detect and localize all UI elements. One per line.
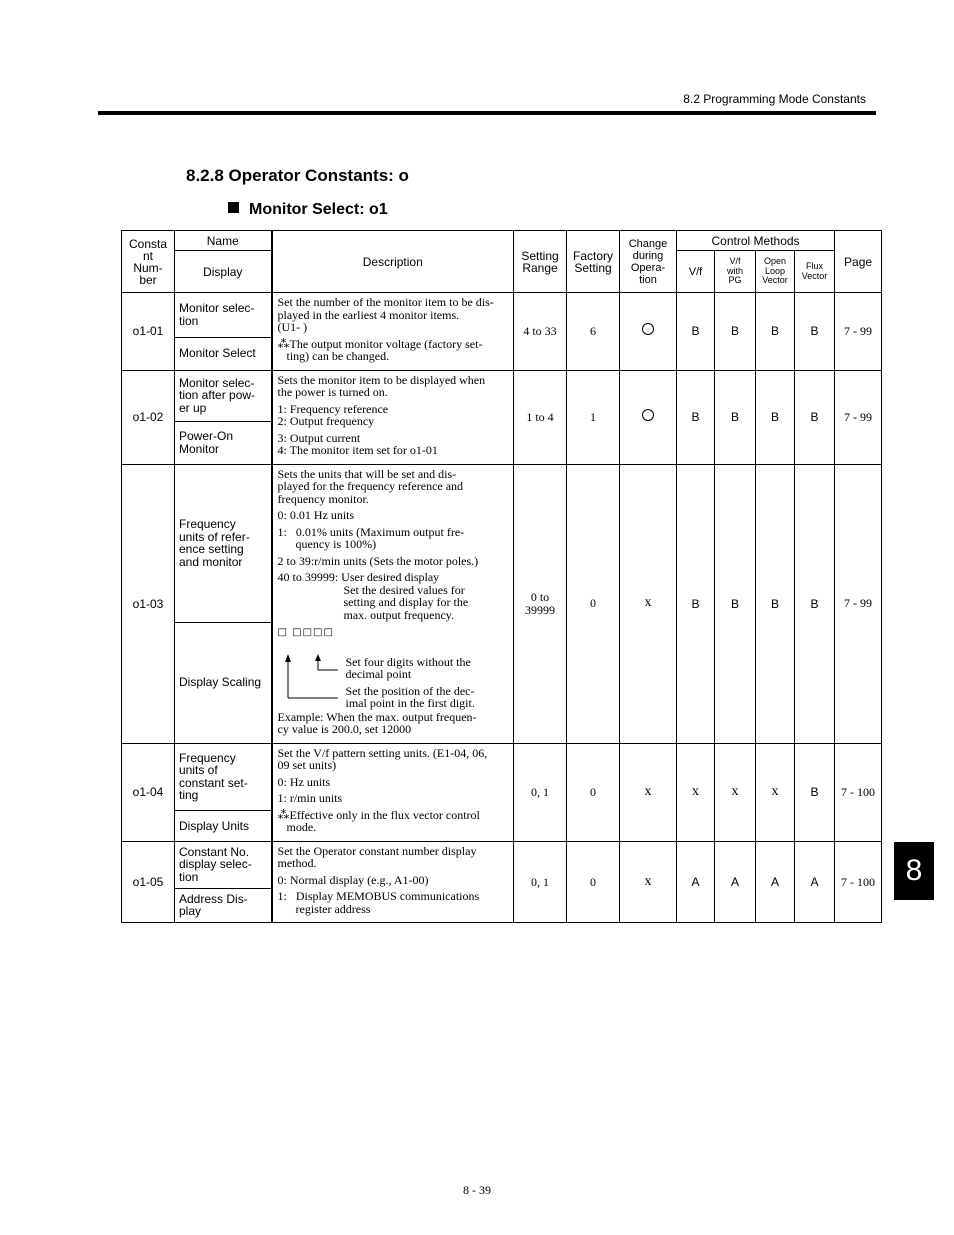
factory-setting: 0 <box>567 841 620 923</box>
digit-note-four-digits: Set four digits without the decimal point <box>345 654 471 681</box>
change-during-operation: x <box>620 743 677 841</box>
header-constant-number: Consta nt Num- ber <box>122 231 175 293</box>
control-flux-vector: B <box>795 464 835 743</box>
constant-description <box>272 464 514 743</box>
constant-name: Frequency units of refer- ence setting and monitor <box>175 464 272 622</box>
description-text: Set the Operator constant number display method. <box>277 843 477 870</box>
factory-setting: 1 <box>567 370 620 464</box>
subsection-title-text: Monitor Select: o1 <box>249 201 388 218</box>
constant-name: Constant No. display selec- tion <box>175 841 272 888</box>
page-ref: 7 - 99 <box>835 293 882 371</box>
header-setting-range: Setting Range <box>514 231 567 293</box>
constant-number: o1-05 <box>122 841 175 923</box>
constant-description <box>272 743 514 841</box>
control-vf: B <box>677 293 715 371</box>
change-during-operation <box>620 293 677 371</box>
constants-table <box>121 230 882 923</box>
header-display: Display <box>175 251 272 293</box>
control-flux-vector: B <box>795 293 835 371</box>
constant-number: o1-01 <box>122 293 175 371</box>
change-during-operation <box>620 370 677 464</box>
setting-range: 4 to 33 <box>514 293 567 371</box>
constant-name: Frequency units of constant set- ting <box>175 743 272 811</box>
setting-range: 0 to 39999 <box>514 464 567 743</box>
page-ref: 7 - 100 <box>835 841 882 923</box>
control-vf: B <box>677 464 715 743</box>
description-option-detail: Set the desired values for setting and display for the max. output frequency. <box>343 582 469 622</box>
description-note: ⁂Effective only in the flux vector control mode. <box>277 807 480 834</box>
header-name: Name <box>175 231 272 251</box>
control-vf: x <box>677 743 715 841</box>
description-note: ⁂The output monitor voltage (factory set- ting) can be changed. <box>277 336 483 363</box>
description-option: 0: 0.01 Hz units <box>277 508 355 522</box>
description-option-list: 1: Frequency reference 2: Output frequency <box>277 401 389 428</box>
constant-display-name: Power-On Monitor <box>175 421 272 464</box>
factory-setting: 0 <box>567 743 620 841</box>
constant-description <box>272 370 514 464</box>
control-flux-vector: B <box>795 743 835 841</box>
section-title: 8.2.8 Operator Constants: o <box>186 166 409 185</box>
setting-range: 0, 1 <box>514 841 567 923</box>
setting-range: 0, 1 <box>514 743 567 841</box>
change-during-operation: x <box>620 841 677 923</box>
table-row <box>122 293 882 338</box>
table-row <box>122 464 882 622</box>
setting-range: 1 to 4 <box>514 370 567 464</box>
table-row <box>122 370 882 421</box>
description-text: Sets the monitor item to be displayed when the power is turned on. <box>277 372 486 399</box>
description-option: 1: 0.01% units (Maximum output fre- quency is 100%) <box>277 524 465 551</box>
header-description: Description <box>272 231 514 293</box>
control-vf: A <box>677 841 715 923</box>
control-open-loop-vector: B <box>756 293 795 371</box>
circle-icon <box>642 323 654 335</box>
page-number: 8 - 39 <box>463 1183 491 1197</box>
change-during-operation: x <box>620 464 677 743</box>
square-bullet-icon <box>228 202 239 213</box>
circle-icon <box>642 409 654 421</box>
constant-name: Monitor selec- tion <box>175 293 272 338</box>
description-option: 1: Display MEMOBUS communications register address <box>277 889 480 916</box>
header-flux-vector: Flux Vector <box>795 251 835 293</box>
constant-display-name: Display Units <box>175 811 272 841</box>
control-flux-vector: B <box>795 370 835 464</box>
control-vf-pg: B <box>715 370 756 464</box>
subsection-title <box>228 201 388 219</box>
description-example: Example: When the max. output frequen- cy value is 200.0, set 12000 <box>277 709 477 736</box>
control-open-loop-vector: A <box>756 841 795 923</box>
header-factory-setting: Factory Setting <box>567 231 620 293</box>
control-open-loop-vector: B <box>756 464 795 743</box>
control-open-loop-vector: x <box>756 743 795 841</box>
control-vf-pg: A <box>715 841 756 923</box>
header-vf-with-pg: V/f with PG <box>715 251 756 293</box>
control-open-loop-vector: B <box>756 370 795 464</box>
control-vf-pg: B <box>715 464 756 743</box>
description-option-list: 3: Output current 4: The monitor item set for o1-01 <box>277 430 438 457</box>
constant-name: Monitor selec- tion after pow- er up <box>175 370 272 421</box>
header-vf: V/f <box>677 251 715 293</box>
digit-note-decimal-point: Set the position of the dec- imal point in the first digit. <box>345 683 475 710</box>
header-page: Page <box>835 231 882 293</box>
control-vf-pg: B <box>715 293 756 371</box>
page-ref: 7 - 100 <box>835 743 882 841</box>
description-option: 40 to 39999: User desired display <box>277 570 440 584</box>
constant-description <box>272 841 514 923</box>
description-text: Set the V/f pattern setting units. (E1-04, 06, 09 set units) <box>277 745 488 772</box>
table-row <box>122 841 882 888</box>
table-row <box>122 743 882 811</box>
control-vf: B <box>677 370 715 464</box>
constant-number: o1-02 <box>122 370 175 464</box>
header-rule <box>98 111 876 115</box>
description-option: 2 to 39:r/min units (Sets the motor poles.) <box>277 553 479 568</box>
digit-boxes: □ □□□□ <box>277 627 334 638</box>
constant-display-name: Monitor Select <box>175 337 272 370</box>
description-option: 0: Normal display (e.g., A1-00) <box>277 872 429 887</box>
header-change-during-operation: Change during Opera- tion <box>620 231 677 293</box>
description-text: Sets the units that will be set and dis- played for the frequency reference and frequency monitor. <box>277 466 464 506</box>
control-vf-pg: x <box>715 743 756 841</box>
control-flux-vector: A <box>795 841 835 923</box>
description-option: 1: r/min units <box>277 791 343 805</box>
factory-setting: 0 <box>567 464 620 743</box>
page-ref: 7 - 99 <box>835 464 882 743</box>
description-option: 0: Hz units <box>277 774 331 789</box>
constant-description <box>272 293 514 371</box>
constant-display-name: Address Dis- play <box>175 888 272 922</box>
constant-display-name: Display Scaling <box>175 622 272 743</box>
constant-number: o1-03 <box>122 464 175 743</box>
page-ref: 7 - 99 <box>835 370 882 464</box>
header-control-methods: Control Methods <box>677 231 835 251</box>
constant-number: o1-04 <box>122 743 175 841</box>
header-open-loop-vector: Open Loop Vector <box>756 251 795 293</box>
digit-diagram <box>278 654 509 714</box>
running-header: 8.2 Programming Mode Constants <box>683 92 866 106</box>
factory-setting: 6 <box>567 293 620 371</box>
description-text: Set the number of the monitor item to be dis- played in the earliest 4 monitor items. (U1- ) <box>277 295 494 334</box>
chapter-tab: 8 <box>894 842 934 900</box>
